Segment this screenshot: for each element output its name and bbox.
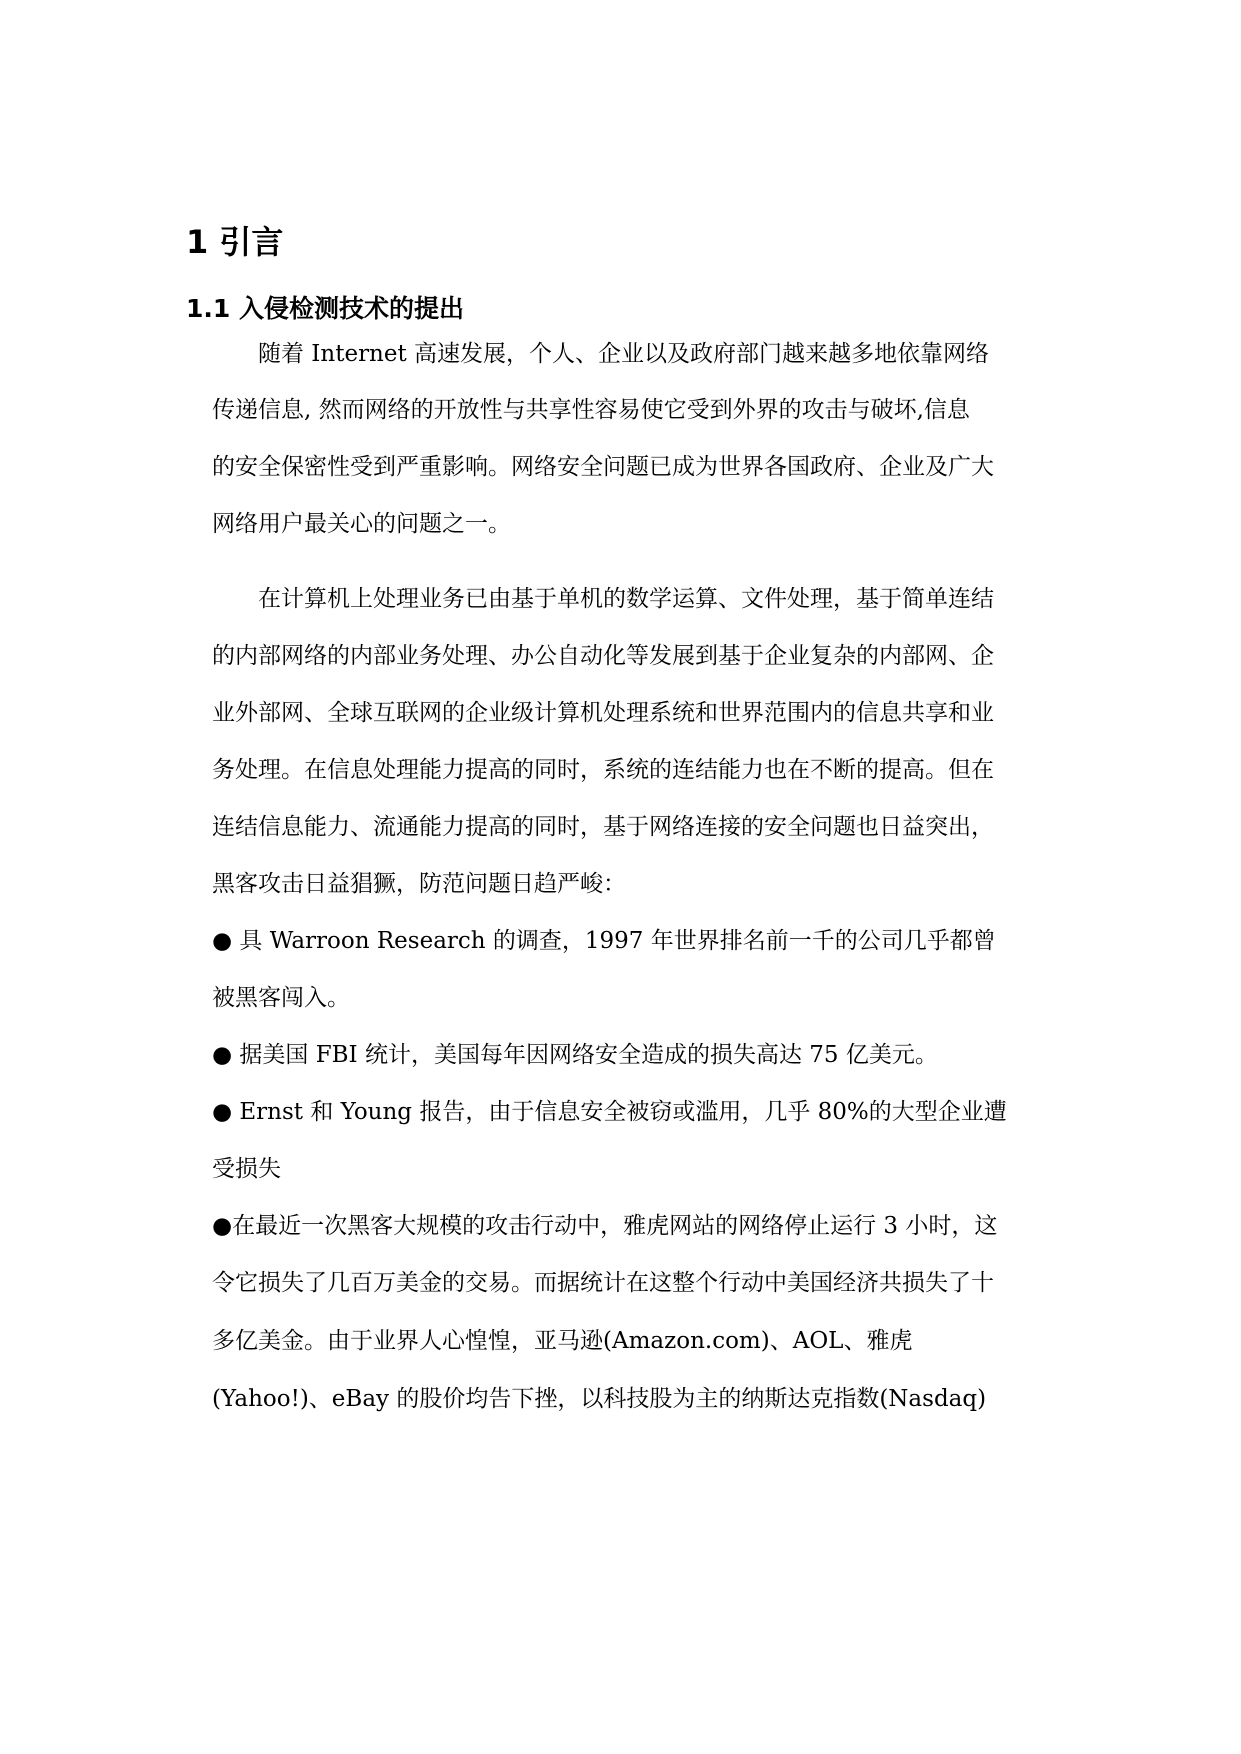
paragraph-2-line-4: 务处理。在信息处理能力提高的同时，系统的连结能力也在不断的提高。但在 [212,757,994,783]
bullet-3-line-1: ● Ernst 和 Young 报告，由于信息安全被窃或滥用，几乎 80%的大型企业遭 [212,1099,1007,1125]
paragraph-2-line-6: 黑客攻击日益猖獗，防范问题日趋严峻： [212,871,626,897]
paragraph-2-line-3: 业外部网、全球互联网的企业级计算机处理系统和世界范围内的信息共享和业 [212,700,994,726]
paragraph-1-line-1: 随着 Internet 高速发展，个人、企业以及政府部门越来越多地依靠网络 [212,341,990,367]
bullet-2-line-1: ● 据美国 FBI 统计，美国每年因网络安全造成的损失高达 75 亿美元。 [212,1042,938,1068]
bullet-3-line-2: 受损失 [212,1156,281,1182]
paragraph-2-line-1: 在计算机上处理业务已由基于单机的数学运算、文件处理，基于简单连结 [212,586,994,612]
bullet-4-line-2: 令它损失了几百万美金的交易。而据统计在这整个行动中美国经济共损失了十 [212,1270,994,1296]
chapter-heading: 1 引言 [186,223,284,261]
paragraph-2-line-5: 连结信息能力、流通能力提高的同时，基于网络连接的安全问题也日益突出， [212,814,994,840]
paragraph-2-line-2: 的内部网络的内部业务处理、办公自动化等发展到基于企业复杂的内部网、企 [212,643,994,669]
bullet-4-line-3: 多亿美金。由于业界人心惶惶，亚马逊(Amazon.com)、AOL、雅虎 [212,1328,913,1354]
bullet-4-line-4: (Yahoo!)、eBay 的股价均告下挫，以科技股为主的纳斯达克指数(Nasdaq) [212,1386,987,1412]
bullet-1-line-1: ● 具 Warroon Research 的调查，1997 年世界排名前一千的公司几乎都曾 [212,928,996,954]
bullet-1-line-2: 被黑客闯入。 [212,985,350,1011]
section-heading: 1.1 入侵检测技术的提出 [186,294,464,323]
paragraph-1-line-3: 的安全保密性受到严重影响。网络安全问题已成为世界各国政府、企业及广大 [212,454,994,480]
paragraph-1-line-2: 传递信息, 然而网络的开放性与共享性容易使它受到外界的攻击与破坏,信息 [212,397,970,423]
bullet-4-line-1: ●在最近一次黑客大规模的攻击行动中，雅虎网站的网络停止运行 3 小时，这 [212,1213,998,1239]
paragraph-1-line-4: 网络用户最关心的问题之一。 [212,511,511,537]
